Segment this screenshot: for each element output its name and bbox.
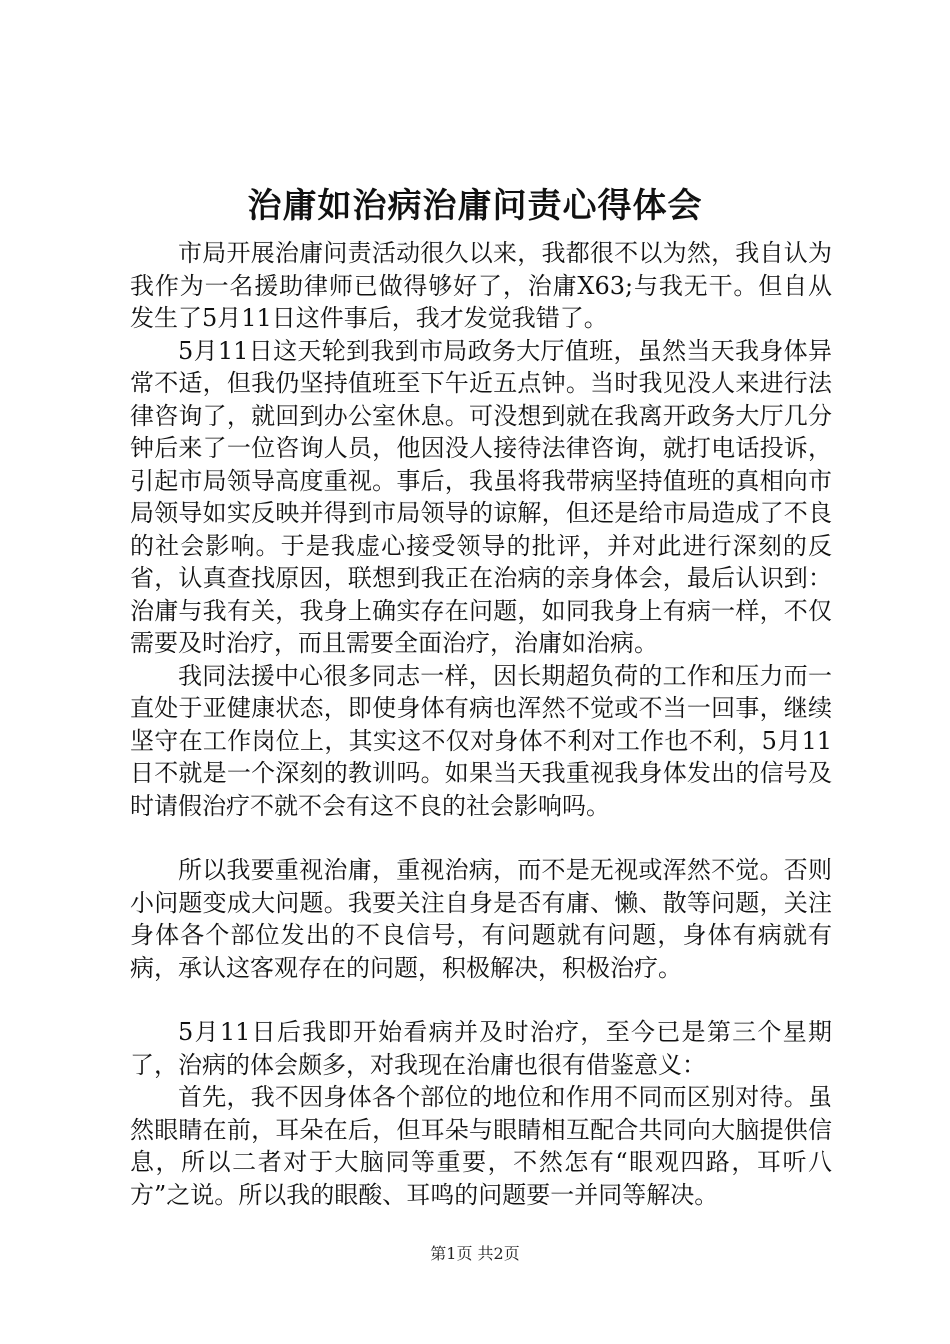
document-body — [130, 237, 832, 1211]
paragraph-intro: 市局开展治庸问责活动很久以来，我都很不以为然，我自认为我作为一名援助律师已做得够好了，治庸X63;与我无干。但自从发生了5月11日这件事后，我才发觉我错了。 — [130, 239, 832, 332]
paragraph-health: 我同法援中心很多同志一样，因长期超负荷的工作和压力而一直处于亚健康状态，即使身体有病也浑然不觉或不当一回事，继续坚守在工作岗位上，其实这不仅对身体不利对工作也不利，5月11日不就是一个深刻的教训吗。如果当天我重视我身体发出的信号及时请假治疗不就不会有这不良的社会影响吗。 — [130, 661, 832, 820]
paragraph-treatment: 5月11日后我即开始看病并及时治疗，至今已是第三个星期了，治病的体会颇多，对我现在治庸也很有借鉴意义： — [130, 1018, 832, 1079]
paragraph-resolution: 所以我要重视治庸，重视治病，而不是无视或浑然不觉。否则小问题变成大问题。我要关注自身是否有庸、懒、散等问题，关注身体各个部位发出的不良信号，有问题就有问题，身体有病就有病，承认这客观存在的问题，积极解决，积极治疗。 — [130, 856, 832, 982]
paragraph-first-point: 首先，我不因身体各个部位的地位和作用不同而区别对待。虽然眼睛在前，耳朵在后，但耳朵与眼睛相互配合共同向大脑提供信息，所以二者对于大脑同等重要，不然怎有“眼观四路，耳听八方”之说。所以我的眼酸、耳鸣的问题要一并同等解决。 — [130, 1083, 832, 1209]
document-title: 治庸如治病治庸问责心得体会 — [247, 186, 703, 226]
paragraph-incident: 5月11日这天轮到我到市局政务大厅值班，虽然当天我身体异常不适，但我仍坚持值班至下午近五点钟。当时我见没人来进行法律咨询了，就回到办公室休息。可没想到就在我离开政务大厅几分钟后来了一位咨询人员，他因没人接待法律咨询，就打电话投诉，引起市局领导高度重视。事后，我虽将我带病坚持值班的真相向市局领导如实反映并得到市局领导的谅解，但还是给市局造成了不良的社会影响。于是我虚心接受领导的批评，并对此进行深刻的反省，认真查找原因，联想到我正在治病的亲身体会，最后认识到：治庸与我有关，我身上确实存在问题，如同我身上有病一样，不仅需要及时治疗，而且需要全面治疗，治庸如治病。 — [130, 336, 832, 657]
page-footer: 第1页 共2页 — [430, 1244, 520, 1263]
